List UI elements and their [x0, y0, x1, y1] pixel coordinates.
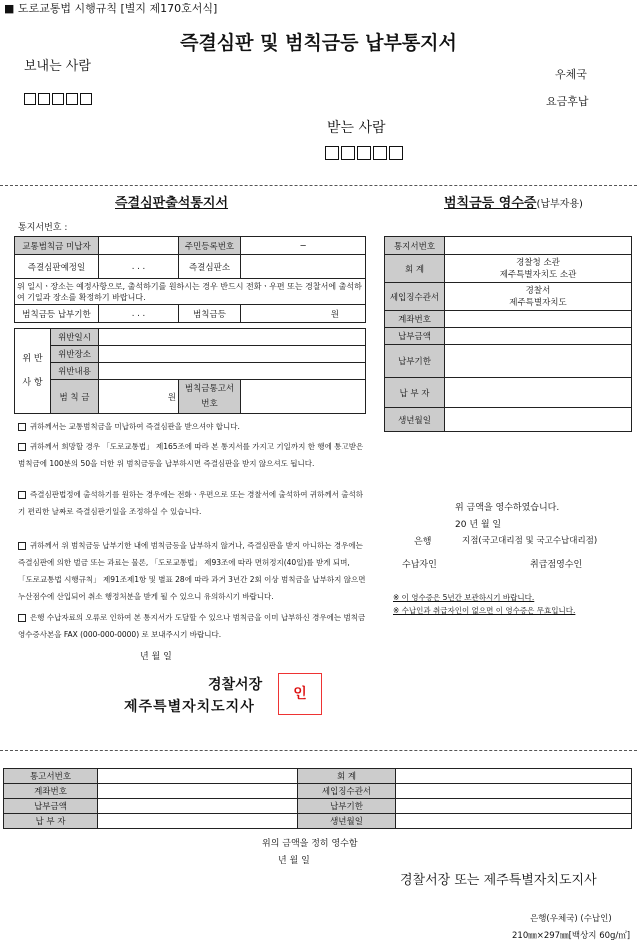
violation-content-label: 위반내용 [51, 363, 99, 380]
notice-item-2: 귀하께서 희망할 경우 「도로교통법」 제165조에 따라 본 통지서를 가지고 기일까지 한 행에 통고받은 범칙금에 100분의 50을 더한 위 범칙금등을 납부하시면 즉결심판을 받지 않으셔도 됩니다. [18, 442, 364, 468]
receipt-heading-wrap [444, 192, 583, 211]
violation-date-label: 위반일시 [51, 329, 99, 346]
receipt-row-value[interactable] [445, 408, 632, 432]
bank-copy-value[interactable] [396, 814, 632, 829]
receipt-confirm: 위 금액을 영수하였습니다. [455, 503, 560, 513]
bank-copy-value[interactable] [98, 814, 298, 829]
receipt-handler-stamp: 취급점영수인 [530, 560, 583, 570]
receiver-label: 받는 사람 [327, 120, 386, 136]
receipt-row-label: 납부금액 [385, 328, 445, 345]
notice-item-3: 즉결심판법정에 출석하기를 원하는 경우에는 전화ㆍ우편으로 또는 경찰서에 출석하여 귀하께서 출석하기 편리한 날짜로 즉결심판기일을 조정하실 수 있습니다. [18, 490, 363, 516]
bank-copy-label: 생년월일 [298, 814, 396, 829]
cell-court-value[interactable] [241, 255, 366, 279]
signer-governor: 제주특별자치도지사 [124, 699, 255, 715]
cell-resident-no-value[interactable]: − [241, 237, 366, 255]
violation-table [14, 328, 366, 414]
bank-copy-value[interactable] [396, 769, 632, 784]
sender-label: 보내는 사람 [24, 59, 91, 74]
receiver-boxes[interactable] [325, 146, 405, 163]
checkbox-icon [18, 423, 26, 431]
receipt-date: 20 년 월 일 [455, 520, 502, 530]
receipt-row-label: 계좌번호 [385, 311, 445, 328]
cell-resident-no-label: 주민등록번호 [179, 237, 241, 255]
receipt-note-1: ※ 이 영수증은 5년간 보관하시기 바랍니다. [393, 593, 535, 602]
bank-copy-value[interactable] [396, 799, 632, 814]
receipt-heading-sub: (납부자용) [536, 199, 583, 210]
bank-copy-value[interactable] [98, 769, 298, 784]
receipt-row-label: 생년월일 [385, 408, 445, 432]
receipt-row-value: 경찰서 제주특별자치도 [445, 283, 632, 311]
postage-label: 요금후납 [546, 95, 589, 108]
bottom-date: 년 월 일 [278, 856, 310, 866]
fine-label: 범 칙 금 [51, 380, 99, 414]
receipt-receiver-stamp: 수납자인 [402, 560, 437, 570]
cell-trial-date-label: 즉결심판예정일 [15, 255, 99, 279]
receipt-row-value[interactable] [445, 345, 632, 378]
receipt-row-label: 납 부 자 [385, 378, 445, 408]
receipt-row-label: 회 계 [385, 255, 445, 283]
violation-place-label: 위반장소 [51, 346, 99, 363]
bank-copy-label: 세입징수관서 [298, 784, 396, 799]
violation-content-value[interactable] [99, 363, 366, 380]
law-reference: ■ 도로교통법 시행규칙 [별지 제170호서식] [4, 2, 218, 15]
bank-copy-label: 납 부 자 [4, 814, 98, 829]
summary-trial-heading: 즉결심판출석통지서 [115, 196, 229, 211]
receipt-row-value[interactable] [445, 237, 632, 255]
receipt-table [384, 236, 632, 432]
cell-due-value[interactable]: . . . [99, 305, 179, 323]
bank-copy-label: 회 계 [298, 769, 396, 784]
bottom-confirm: 위의 금액을 정히 영수함 [262, 839, 358, 849]
cut-line-top [0, 185, 637, 186]
cell-fine-amount-value[interactable]: 원 [241, 305, 366, 323]
cell-unpaid-value[interactable] [99, 237, 179, 255]
checkbox-icon [18, 443, 26, 451]
notice-item-1: 귀하께서는 교통범칙금을 미납하여 즉결심판을 받으셔야 합니다. [18, 418, 366, 435]
cell-fine-amount-label: 범칙금등 [179, 305, 241, 323]
bank-copy-value[interactable] [98, 799, 298, 814]
violation-place-value[interactable] [99, 346, 366, 363]
receipt-row-value[interactable] [445, 311, 632, 328]
cell-unpaid-label: 교통범칙금 미납자 [15, 237, 99, 255]
checkbox-icon [18, 491, 26, 499]
fine-value[interactable]: 원 [99, 380, 179, 414]
official-seal: 인 [278, 673, 322, 715]
receipt-branch: 지점(국고대리점 및 국고수납대리점) [462, 536, 598, 546]
bank-copy-table [3, 768, 632, 829]
receipt-note-2: ※ 수납인과 취급자인이 없으면 이 영수증은 무효입니다. [393, 606, 576, 615]
receipt-bank: 은행 [414, 537, 432, 547]
receipt-row-value[interactable] [445, 378, 632, 408]
receipt-row-value[interactable] [445, 328, 632, 345]
issue-date: 년 월 일 [140, 652, 172, 662]
cell-court-label: 즉결심판소 [179, 255, 241, 279]
checkbox-icon [18, 542, 26, 550]
bank-copy-label: 납부기한 [298, 799, 396, 814]
post-office-label: 우체국 [555, 68, 587, 81]
notice-item-5: 은행 수납자료의 오류로 인하여 본 통지서가 도달할 수 있으나 범칙금을 이미 납부하신 경우에는 범칙금 영수증사본을 FAX (000-000-0000) 로 보내주시기 바랍니다. [18, 613, 366, 639]
receipt-row-label: 세입징수관서 [385, 283, 445, 311]
checkbox-icon [18, 614, 26, 622]
cell-due-label: 범칙금등 납부기한 [15, 305, 99, 323]
receipt-row-label: 통지서번호 [385, 237, 445, 255]
receipt-heading: 범칙금등 영수증 [444, 196, 537, 211]
notice-number-label: 통지서번호 : [18, 223, 68, 233]
summary-trial-table [14, 236, 366, 323]
sender-boxes[interactable] [24, 93, 94, 108]
fine-notice-no-label: 범칙금통고서 번호 [179, 380, 241, 414]
page-title: 즉결심판 및 범칙금등 납부통지서 [180, 32, 457, 54]
violation-label: 위 반 사 항 [15, 329, 51, 414]
warning-text: 위 일시ㆍ장소는 예정사항으로, 출석하기를 원하시는 경우 반드시 전화ㆍ우편 또는 경찰서에 출석하여 기일과 장소를 확정하기 바랍니다. [15, 279, 366, 305]
bank-copy-label: 납부금액 [4, 799, 98, 814]
receipt-row-label: 납부기한 [385, 345, 445, 378]
violation-date-value[interactable] [99, 329, 366, 346]
bottom-signer: 경찰서장 또는 제주특별자치도지사 [400, 873, 597, 888]
fine-notice-no-value[interactable] [241, 380, 366, 414]
bank-copy-value[interactable] [98, 784, 298, 799]
bank-copy-value[interactable] [396, 784, 632, 799]
receipt-row-value: 경찰청 소관 제주특별자치도 소관 [445, 255, 632, 283]
cell-trial-date-value[interactable]: . . . [99, 255, 179, 279]
cut-line-bottom [0, 750, 637, 751]
signer-police: 경찰서장 [208, 677, 263, 693]
paper-spec: 210㎜×297㎜[백상지 60g/㎡] [512, 931, 631, 941]
notice-item-4: 귀하께서 위 범칙금등 납부기한 내에 범칙금등을 납부하지 않거나, 즉결심판을 받지 아니하는 경우에는 즉결심판에 의한 벌금 또는 과료는 물론, 「도로교통법」 제93조에 따라 면허정지(40일)를 받게 되며, 「도로교통법 시행규칙」 제91조제1항 및 별표 28에 따라 과거 3년간 2회 이상 범칙금을 납부하지 않으면 누산점수에 산입되어 취소 행정처분을 받게 될 수 있으니 유의하시기 바랍니다. [18, 541, 366, 601]
bank-copy-label: 계좌번호 [4, 784, 98, 799]
bottom-bank-line: 은행(우체국) (수납인) [530, 914, 612, 924]
bank-copy-label: 통고서번호 [4, 769, 98, 784]
